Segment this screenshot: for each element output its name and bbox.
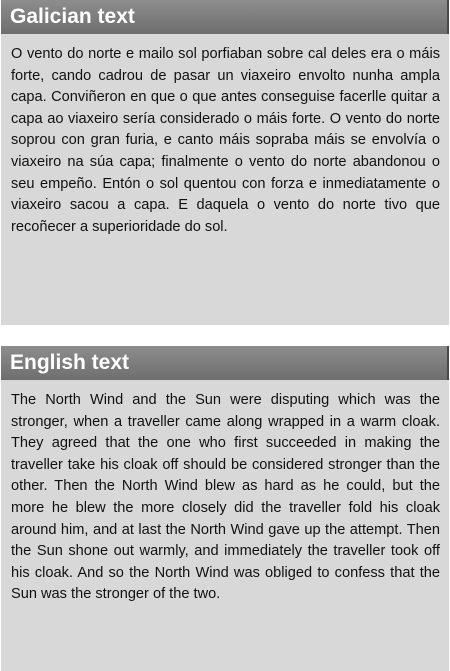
galician-panel [1,0,449,325]
english-panel [1,346,449,671]
english-text: The North Wind and the Sun were disputing which was the stronger, when a traveller came along wrapped in a warm cloak. They agreed that the one who first succeeded in making the traveller take his cloak off should be considered stronger than the other. Then the North Wind blew as hard as he could, but the more he blew the more closely did the traveller fold his cloak around him, and at last the North Wind gave up the attempt. Then the Sun shone out warmly, and immediately the traveller took off his cloak. And so the North Wind was obliged to confess that the Sun was the stronger of the two. [11,392,440,603]
galician-text: O vento do norte e mailo sol porfiaban sobre cal deles era o máis forte, cando cadrou de pasar un viaxeiro envolto nunha ampla capa. Conviñeron en que o que antes conseguise facerlle quitar a capa ao viaxeiro sería considerado o máis forte. O vento do norte soprou con gran furia, e canto máis sopraba máis se envolvía o viaxeiro na súa capa; finalmente o vento do norte abandonou o seu empeño. Entón o sol quentou con forza e inmediatamente o viaxeiro sacou a capa. E daquela o vento do norte tivo que recoñecer a superioridade do sol. [11,46,440,235]
english-title: English text [1,346,449,380]
galician-title: Galician text [1,0,449,34]
